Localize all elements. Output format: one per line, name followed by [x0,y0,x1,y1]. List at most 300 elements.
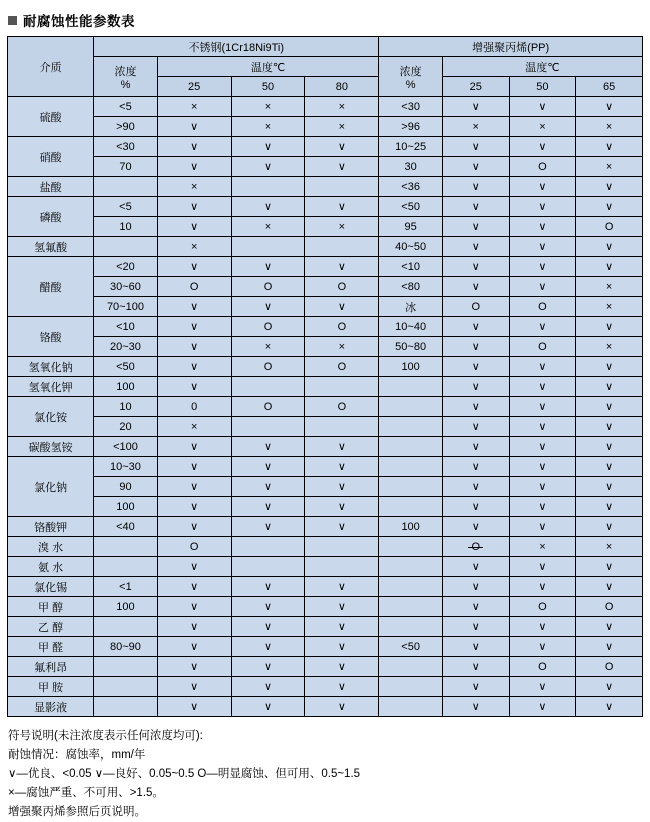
cell-ss-concentration: <5 [94,197,158,217]
struck-circle-icon: O [471,540,481,553]
cell-pp-rating-1: × [509,117,576,137]
cell-pp-rating-1: ∨ [509,197,576,217]
table-row [8,497,643,517]
cell-ss-rating-2: O [305,277,379,297]
table-row [8,397,643,417]
legend-line-2: 耐蚀情况：腐蚀率，mm/年 [8,748,146,761]
cell-pp-rating-2: ∨ [576,177,643,197]
header-pp-conc-unit: % [405,78,416,91]
table-row [8,117,643,137]
cell-pp-rating-2: × [576,337,643,357]
cell-pp-concentration: <80 [379,277,443,297]
cell-ss-rating-2: O [305,317,379,337]
cell-ss-rating-1: ∨ [231,197,305,217]
cell-ss-concentration: 30~60 [94,277,158,297]
cell-pp-rating-2: ∨ [576,697,643,717]
cell-pp-rating-1: ∨ [509,557,576,577]
cell-ss-rating-2: ∨ [305,297,379,317]
cell-ss-rating-1: O [231,357,305,377]
table-row [8,217,643,237]
cell-pp-rating-0: ∨ [442,637,509,657]
cell-ss-rating-1: ∨ [231,577,305,597]
cell-ss-rating-2 [305,557,379,577]
cell-pp-rating-2: × [576,117,643,137]
cell-medium: 氢氧化钾 [8,377,94,397]
cell-ss-concentration: 20 [94,417,158,437]
cell-pp-concentration: 30 [379,157,443,177]
cell-pp-rating-2: ∨ [576,517,643,537]
cell-pp-concentration: 10~25 [379,137,443,157]
cell-medium: 磷酸 [8,197,94,237]
cell-ss-rating-0: × [157,417,231,437]
cell-pp-rating-2: ∨ [576,397,643,417]
cell-medium: 铬酸 [8,317,94,357]
cell-pp-rating-0: ∨ [442,457,509,477]
cell-pp-rating-2: ∨ [576,317,643,337]
table-row [8,577,643,597]
header-ss-temp-50: 50 [231,77,305,97]
cell-ss-rating-0: ∨ [157,617,231,637]
table-row [8,597,643,617]
header-pp-temp-65: 65 [576,77,643,97]
table-row [8,237,643,257]
cell-pp-rating-1: ∨ [509,257,576,277]
cell-pp-rating-0: ∨ [442,97,509,117]
cell-pp-rating-1: ∨ [509,137,576,157]
cell-ss-concentration: >90 [94,117,158,137]
cell-pp-concentration [379,597,443,617]
cell-pp-concentration [379,417,443,437]
cell-ss-rating-0: ∨ [157,317,231,337]
cell-pp-rating-0: ∨ [442,597,509,617]
cell-pp-rating-2: ∨ [576,497,643,517]
cell-ss-rating-1: ∨ [231,497,305,517]
cell-pp-rating-0: ∨ [442,197,509,217]
cell-medium: 甲 醛 [8,637,94,657]
cell-ss-rating-1: ∨ [231,517,305,537]
cell-pp-concentration: 100 [379,357,443,377]
cell-ss-rating-1: O [231,277,305,297]
cell-pp-rating-2: ∨ [576,577,643,597]
header-ss-temp-80: 80 [305,77,379,97]
header-pp-temp-25: 25 [442,77,509,97]
cell-pp-rating-0: ∨ [442,417,509,437]
cell-ss-rating-2: ∨ [305,637,379,657]
cell-ss-rating-2: ∨ [305,677,379,697]
table-row [8,637,643,657]
table-body [8,97,643,717]
cell-ss-rating-1 [231,237,305,257]
cell-ss-rating-1 [231,557,305,577]
legend-line-5: 增强聚丙烯参照后页说明。 [8,805,146,818]
cell-pp-rating-0: ∨ [442,177,509,197]
cell-pp-concentration [379,457,443,477]
cell-pp-rating-0: ∨ [442,617,509,637]
table-row [8,357,643,377]
cell-ss-rating-2: × [305,337,379,357]
cell-ss-concentration: <5 [94,97,158,117]
cell-pp-rating-1: ∨ [509,417,576,437]
table-row [8,617,643,637]
cell-pp-rating-0: ∨ [442,517,509,537]
cell-ss-rating-0: ∨ [157,257,231,277]
cell-ss-rating-2: O [305,397,379,417]
cell-pp-rating-1: ∨ [509,637,576,657]
cell-pp-concentration: 冰 [379,297,443,317]
cell-pp-concentration [379,397,443,417]
cell-ss-rating-2 [305,377,379,397]
cell-ss-rating-0: ∨ [157,137,231,157]
cell-pp-rating-0: ∨ [442,697,509,717]
table-row [8,317,643,337]
cell-ss-rating-1 [231,537,305,557]
cell-ss-rating-0: ∨ [157,677,231,697]
cell-pp-rating-2: ∨ [576,677,643,697]
cell-ss-concentration [94,617,158,637]
cell-pp-rating-1: ∨ [509,457,576,477]
cell-ss-rating-2: ∨ [305,657,379,677]
table-row [8,137,643,157]
cell-ss-rating-0: ∨ [157,217,231,237]
cell-pp-rating-1: O [509,597,576,617]
cell-ss-rating-0: ∨ [157,477,231,497]
cell-medium: 甲 醇 [8,597,94,617]
cell-pp-rating-0: ∨ [442,157,509,177]
table-row [8,477,643,497]
cell-ss-rating-0: ∨ [157,657,231,677]
cell-medium: 氨 水 [8,557,94,577]
header-pp-temp-50: 50 [509,77,576,97]
cell-pp-rating-2: ∨ [576,457,643,477]
cell-pp-rating-2: ∨ [576,97,643,117]
cell-pp-rating-0: ∨ [442,277,509,297]
cell-ss-rating-1: ∨ [231,597,305,617]
cell-ss-rating-0: ∨ [157,457,231,477]
cell-pp-concentration [379,377,443,397]
title-bullet-icon [8,16,17,25]
table-row [8,677,643,697]
cell-pp-concentration [379,557,443,577]
cell-ss-rating-1: ∨ [231,297,305,317]
header-pp-temp: 温度℃ [442,57,642,77]
cell-pp-rating-0: ∨ [442,397,509,417]
cell-ss-rating-1: × [231,97,305,117]
cell-pp-rating-1: ∨ [509,697,576,717]
cell-pp-rating-1: ∨ [509,357,576,377]
cell-pp-rating-2: ∨ [576,357,643,377]
table-row [8,177,643,197]
table-header [8,37,643,97]
cell-pp-rating-1: ∨ [509,677,576,697]
symbol-legend [8,727,642,822]
cell-medium: 氟利昂 [8,657,94,677]
header-ss-conc-unit: % [120,78,131,91]
cell-ss-concentration: 80~90 [94,637,158,657]
cell-pp-rating-1: ∨ [509,177,576,197]
cell-medium: 氢氟酸 [8,237,94,257]
cell-ss-concentration [94,557,158,577]
cell-pp-rating-1: O [509,337,576,357]
cell-ss-concentration [94,177,158,197]
cell-ss-rating-1: ∨ [231,617,305,637]
corrosion-resistance-table [7,36,643,717]
cell-pp-rating-2: ∨ [576,437,643,457]
table-row [8,557,643,577]
cell-ss-rating-2: O [305,357,379,377]
cell-ss-rating-2 [305,237,379,257]
cell-ss-concentration: <10 [94,317,158,337]
cell-ss-rating-1: ∨ [231,137,305,157]
cell-pp-concentration [379,537,443,557]
cell-pp-concentration: 95 [379,217,443,237]
page-title [0,0,650,36]
cell-ss-rating-2: ∨ [305,457,379,477]
cell-ss-concentration: 20~30 [94,337,158,357]
cell-pp-rating-2: ∨ [576,257,643,277]
table-row [8,157,643,177]
header-ss-conc-label: 浓度 [114,65,137,78]
cell-ss-rating-1: × [231,337,305,357]
cell-pp-concentration: <10 [379,257,443,277]
cell-pp-rating-2: ∨ [576,637,643,657]
cell-ss-concentration [94,677,158,697]
cell-ss-rating-1: ∨ [231,697,305,717]
cell-pp-rating-1: ∨ [509,277,576,297]
cell-medium: 氯化钠 [8,457,94,517]
header-ss-conc [94,57,158,97]
cell-pp-concentration: <50 [379,197,443,217]
legend-line-1: 符号说明(未注浓度表示任何浓度均可): [8,730,203,742]
cell-ss-rating-0: ∨ [157,577,231,597]
cell-pp-rating-0: ∨ [442,337,509,357]
cell-pp-rating-0: ∨ [442,437,509,457]
cell-ss-rating-0: ∨ [157,357,231,377]
cell-pp-concentration: 50~80 [379,337,443,357]
cell-pp-concentration: <50 [379,637,443,657]
cell-ss-rating-1: ∨ [231,677,305,697]
cell-pp-concentration [379,477,443,497]
cell-medium: 醋酸 [8,257,94,317]
cell-pp-rating-1: ∨ [509,577,576,597]
header-ss-temp: 温度℃ [157,57,379,77]
cell-pp-rating-0: ∨ [442,217,509,237]
cell-pp-rating-0: ∨ [442,357,509,377]
cell-ss-rating-0: × [157,97,231,117]
cell-ss-concentration: 70 [94,157,158,177]
cell-pp-rating-1: ∨ [509,397,576,417]
cell-pp-rating-2: ∨ [576,377,643,397]
cell-pp-rating-0: ∨ [442,237,509,257]
cell-ss-concentration: 10 [94,217,158,237]
cell-pp-rating-0: ∨ [442,257,509,277]
cell-ss-rating-1: ∨ [231,257,305,277]
cell-medium: 硝酸 [8,137,94,177]
table-row [8,257,643,277]
table-row [8,277,643,297]
table-row [8,437,643,457]
cell-medium: 硫酸 [8,97,94,137]
cell-pp-rating-1: O [509,657,576,677]
cell-pp-concentration: <36 [379,177,443,197]
cell-ss-rating-0: ∨ [157,697,231,717]
header-ss-temp-25: 25 [157,77,231,97]
cell-ss-concentration [94,237,158,257]
cell-pp-rating-2: ∨ [576,417,643,437]
cell-pp-concentration [379,697,443,717]
cell-ss-rating-1 [231,377,305,397]
cell-ss-rating-0: ∨ [157,557,231,577]
cell-pp-rating-0 [442,537,509,557]
cell-pp-rating-2: ∨ [576,197,643,217]
cell-pp-rating-1: O [509,157,576,177]
cell-pp-rating-0: ∨ [442,557,509,577]
cell-pp-rating-1: ∨ [509,617,576,637]
table-row [8,337,643,357]
cell-ss-rating-0: ∨ [157,197,231,217]
cell-pp-concentration: <30 [379,97,443,117]
table-row [8,517,643,537]
cell-pp-rating-1: × [509,537,576,557]
cell-ss-rating-0: 0 [157,397,231,417]
cell-ss-rating-1: × [231,117,305,137]
cell-ss-concentration: 10 [94,397,158,417]
cell-medium: 乙 醇 [8,617,94,637]
cell-medium: 盐酸 [8,177,94,197]
cell-pp-rating-0: ∨ [442,657,509,677]
cell-pp-rating-0: ∨ [442,677,509,697]
cell-ss-rating-2: × [305,117,379,137]
cell-pp-rating-0: × [442,117,509,137]
cell-pp-rating-2: ∨ [576,237,643,257]
cell-ss-rating-2: ∨ [305,497,379,517]
cell-ss-rating-2: ∨ [305,597,379,617]
cell-ss-rating-2 [305,417,379,437]
cell-ss-concentration: 10~30 [94,457,158,477]
cell-pp-rating-1: ∨ [509,237,576,257]
cell-ss-concentration [94,697,158,717]
cell-ss-rating-2 [305,177,379,197]
cell-pp-rating-2: × [576,537,643,557]
cell-pp-concentration [379,437,443,457]
cell-pp-rating-0: ∨ [442,577,509,597]
cell-ss-concentration: 100 [94,497,158,517]
cell-ss-rating-0: O [157,277,231,297]
cell-pp-rating-2: × [576,157,643,177]
cell-ss-rating-1: O [231,397,305,417]
cell-medium: 溴 水 [8,537,94,557]
cell-pp-rating-1: ∨ [509,217,576,237]
cell-pp-rating-0: ∨ [442,497,509,517]
header-medium: 介质 [8,37,94,97]
table-row [8,97,643,117]
cell-pp-concentration: >96 [379,117,443,137]
cell-ss-rating-1: ∨ [231,657,305,677]
cell-ss-concentration: 100 [94,377,158,397]
cell-ss-rating-2: ∨ [305,137,379,157]
cell-ss-rating-0: O [157,537,231,557]
cell-ss-concentration: <1 [94,577,158,597]
cell-pp-rating-1: O [509,297,576,317]
cell-pp-rating-1: ∨ [509,317,576,337]
cell-ss-rating-0: ∨ [157,517,231,537]
header-pp-conc [379,57,443,97]
cell-pp-rating-2: × [576,277,643,297]
cell-pp-rating-2: ∨ [576,477,643,497]
cell-ss-rating-2: ∨ [305,157,379,177]
cell-ss-rating-0: ∨ [157,297,231,317]
cell-ss-rating-1: ∨ [231,637,305,657]
table-row [8,537,643,557]
cell-ss-rating-0: ∨ [157,637,231,657]
table-header-row-groups [8,37,643,57]
cell-pp-concentration [379,497,443,517]
cell-pp-rating-1: ∨ [509,497,576,517]
cell-medium: 显影液 [8,697,94,717]
cell-ss-rating-2: ∨ [305,577,379,597]
table-row [8,657,643,677]
cell-pp-rating-0: ∨ [442,477,509,497]
cell-pp-concentration [379,617,443,637]
cell-ss-rating-1 [231,417,305,437]
cell-ss-rating-2: ∨ [305,477,379,497]
cell-ss-rating-0: ∨ [157,337,231,357]
cell-medium: 氢氧化钠 [8,357,94,377]
cell-ss-rating-1: ∨ [231,457,305,477]
cell-ss-concentration [94,657,158,677]
cell-pp-concentration: 100 [379,517,443,537]
cell-medium: 碳酸氢铵 [8,437,94,457]
cell-ss-rating-0: ∨ [157,497,231,517]
cell-pp-rating-0: ∨ [442,377,509,397]
cell-pp-rating-0: ∨ [442,137,509,157]
cell-ss-rating-0: × [157,237,231,257]
table-row [8,377,643,397]
table-row [8,457,643,477]
cell-ss-rating-0: ∨ [157,157,231,177]
cell-ss-rating-0: ∨ [157,377,231,397]
cell-ss-concentration: <30 [94,137,158,157]
cell-pp-rating-0: O [442,297,509,317]
cell-ss-rating-0: ∨ [157,597,231,617]
cell-pp-concentration: 40~50 [379,237,443,257]
table-row [8,417,643,437]
cell-ss-rating-1: ∨ [231,157,305,177]
cell-ss-rating-2 [305,537,379,557]
cell-pp-concentration [379,657,443,677]
cell-ss-rating-2: × [305,97,379,117]
cell-ss-concentration [94,537,158,557]
header-group-pp: 增强聚丙烯(PP) [379,37,643,57]
table-row [8,697,643,717]
cell-ss-concentration: 100 [94,597,158,617]
cell-pp-rating-2: ∨ [576,617,643,637]
table-row [8,197,643,217]
cell-pp-rating-2: O [576,657,643,677]
cell-ss-rating-1: × [231,217,305,237]
table-row [8,297,643,317]
cell-pp-rating-2: ∨ [576,557,643,577]
header-pp-conc-label: 浓度 [399,65,422,78]
cell-ss-rating-2: ∨ [305,517,379,537]
cell-ss-rating-0: ∨ [157,117,231,137]
cell-ss-rating-0: ∨ [157,437,231,457]
cell-ss-rating-1: O [231,317,305,337]
cell-ss-concentration: <100 [94,437,158,457]
cell-ss-concentration: <20 [94,257,158,277]
legend-line-3: ∨—优良、<0.05 ∨—良好、0.05~0.5 O—明显腐蚀、但可用、0.5~1.5 [8,767,361,780]
cell-ss-rating-2: ∨ [305,437,379,457]
cell-medium: 氯化锡 [8,577,94,597]
